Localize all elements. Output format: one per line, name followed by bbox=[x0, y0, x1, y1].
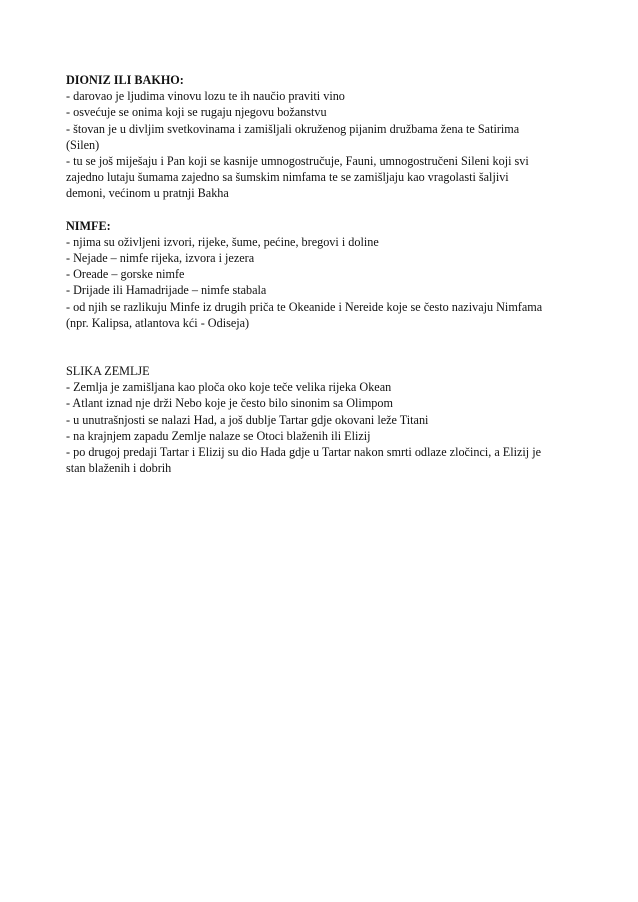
text-line: - Nejade – nimfe rijeka, izvora i jezera bbox=[66, 251, 255, 266]
text-line: - darovao je ljudima vinovu lozu te ih naučio praviti vino bbox=[66, 89, 345, 104]
text-line: - Atlant iznad nje drži Nebo koje je često bilo sinonim sa Olimpom bbox=[66, 396, 393, 411]
section-nimfe bbox=[66, 218, 546, 331]
text-line: - njima su oživljeni izvori, rijeke, šume, pećine, bregovi i doline bbox=[66, 234, 379, 249]
section-heading: NIMFE: bbox=[66, 218, 111, 233]
text-line: - Oreade – gorske nimfe bbox=[66, 267, 185, 282]
document-body bbox=[66, 72, 546, 476]
text-line: - tu se još miješaju i Pan koji se kasnije umnogostručuje, Fauni, umnogostručeni Sileni koji svi zajedno lutaju šumama zajedno sa šumskim nimfama te se zamišljaju kao vragolasti šaljivi demoni, većinom u pratnji Bakha bbox=[66, 154, 529, 201]
section-slika-zemlje bbox=[66, 363, 546, 476]
section-dioniz bbox=[66, 72, 546, 202]
text-line: - po drugoj predaji Tartar i Elizij su dio Hada gdje u Tartar nakon smrti odlaze zločinci, a Elizij je stan blaženih i dobrih bbox=[66, 445, 542, 476]
text-line: - Drijade ili Hamadrijade – nimfe stabala bbox=[66, 283, 267, 298]
text-line: - Zemlja je zamišljana kao ploča oko koje teče velika rijeka Okean bbox=[66, 380, 392, 395]
text-line: - od njih se razlikuju Minfe iz drugih priča te Okeanide i Nereide koje se često nazivaju Nimfama (npr. Kalipsa, atlantova kći - Odiseja) bbox=[66, 299, 543, 330]
text-line: - na krajnjem zapadu Zemlje nalaze se Otoci blaženih ili Elizij bbox=[66, 428, 371, 443]
section-heading: SLIKA ZEMLJE bbox=[66, 364, 150, 379]
text-line: - u unutrašnjosti se nalazi Had, a još dublje Tartar gdje okovani leže Titani bbox=[66, 412, 429, 427]
text-line: - osvećuje se onima koji se rugaju njegovu božanstvu bbox=[66, 105, 327, 120]
text-line: - štovan je u divljim svetkovinama i zamišljali okruženog pijanim družbama žena te Satirima (Silen) bbox=[66, 121, 520, 152]
section-heading: DIONIZ ILI BAKHO: bbox=[66, 73, 184, 87]
